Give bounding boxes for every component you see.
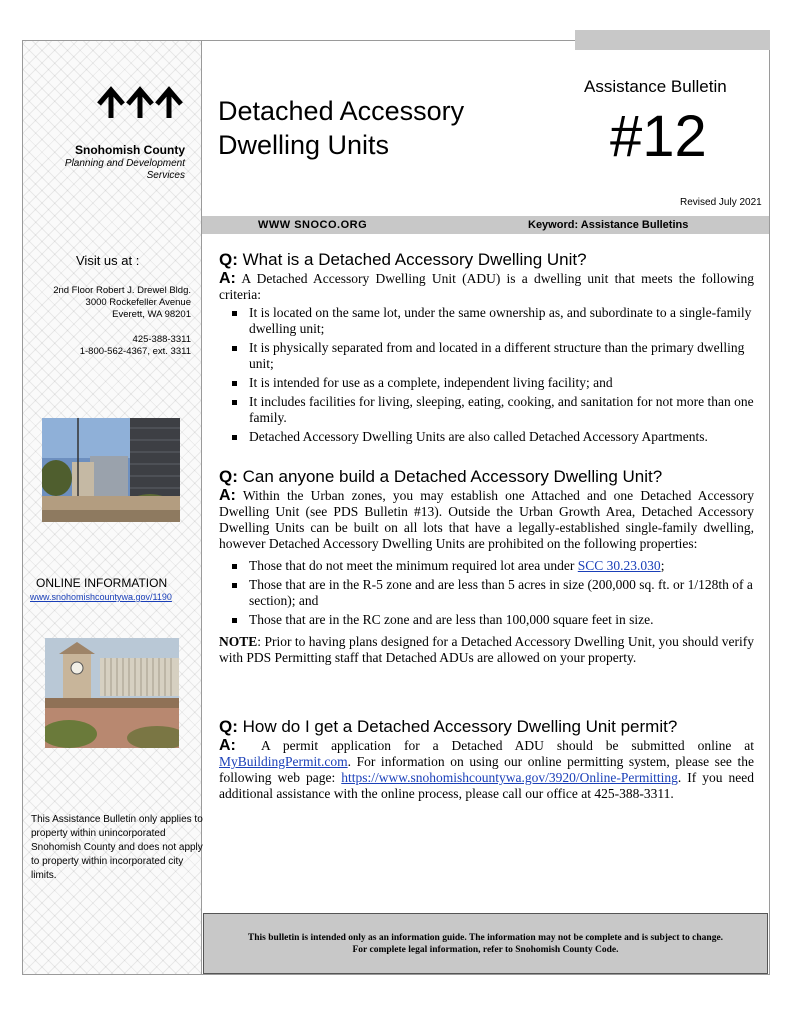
list-item: It is physically separated from and located in a different structure than the primary dwelling unit; — [249, 340, 754, 372]
county-logo-icon — [95, 82, 189, 122]
website-label[interactable]: WWW SNOCO.ORG — [258, 219, 368, 231]
answer-text — [219, 738, 754, 802]
question-heading — [219, 249, 754, 271]
page-title-line: Detached Accessory — [218, 96, 465, 126]
question-heading — [219, 466, 754, 488]
q-prefix: Q: — [219, 250, 238, 269]
footer-disclaimer — [203, 913, 768, 974]
address-line: Everett, WA 98201 — [112, 309, 191, 320]
q-prefix: Q: — [219, 467, 238, 486]
list-item-text: ; — [660, 558, 665, 573]
section-what-is-adu — [219, 249, 754, 448]
list-item: Those that are in the R-5 zone and are less than 5 acres in size (200,000 sq. ft. or 1/128th of a section); and — [249, 577, 753, 608]
org-name: Snohomish County — [75, 143, 185, 157]
phone-line: 425-388-3311 — [132, 334, 191, 345]
page-title-line: Dwelling Units — [218, 130, 390, 160]
note-text — [219, 634, 754, 666]
answer-text — [219, 488, 754, 552]
sidebar-disclaimer: This Assistance Bulletin only applies to property within unincorporated Snohomish County and does not apply to property within incorporated city limits. — [31, 814, 203, 881]
question-text: Can anyone build a Detached Accessory Dwelling Unit? — [242, 467, 663, 486]
list-item: It includes facilities for living, sleeping, eating, cooking, and sanitation for not more than one family. — [249, 394, 754, 425]
footer-line: This bulletin is intended only as an information guide. The information may not be complete and is subject to change. — [247, 932, 724, 943]
a-prefix: A: — [219, 270, 236, 287]
clock-tower-photo — [45, 638, 179, 748]
section-who-can-build — [219, 466, 754, 666]
visit-label: Visit us at : — [76, 253, 140, 268]
list-item-text: Those that do not meet the minimum required lot area under — [249, 558, 578, 573]
phone-line: 1-800-562-4367, ext. 3311 — [79, 346, 191, 357]
answer-body: . If you need additional assistance with the online process, please call our office at 425-388-3311. — [219, 770, 754, 801]
online-info-title: ONLINE INFORMATION — [36, 576, 168, 590]
criteria-list — [219, 305, 754, 445]
list-item: It is located on the same lot, under the same ownership as, and subordinate to a single-family dwelling unit; — [249, 305, 754, 337]
keyword-label: Keyword: Assistance Bulletins — [528, 219, 689, 231]
building-photo — [42, 418, 180, 522]
note-body: : Prior to having plans designed for a Detached Accessory Dwelling Unit, you should verify with PDS Permitting staff that Detached ADUs are allowed on your property. — [219, 634, 754, 665]
list-item: It is intended for use as a complete, independent living facility; and — [249, 375, 754, 391]
question-heading — [219, 716, 754, 738]
question-text: How do I get a Detached Accessory Dwelling Unit permit? — [242, 717, 678, 736]
section-get-permit — [219, 716, 754, 802]
note-label: NOTE — [219, 634, 258, 649]
list-item — [249, 558, 754, 574]
answer-body: A permit application for a Detached ADU should be submitted online at — [260, 738, 754, 753]
org-subtitle: Planning and Development Services — [64, 158, 185, 181]
answer-body: A Detached Accessory Dwelling Unit (ADU) is a dwelling unit that meets the following criteria: — [219, 271, 754, 302]
address-line: 3000 Rockefeller Avenue — [85, 297, 191, 308]
online-info-link[interactable]: www.snohomishcountywa.gov/1190 — [30, 592, 172, 602]
a-prefix: A: — [219, 487, 236, 504]
revised-date: Revised July 2021 — [680, 197, 762, 208]
prohibited-list — [219, 558, 754, 628]
list-item: Detached Accessory Dwelling Units are also called Detached Accessory Apartments. — [249, 429, 754, 445]
address-line: 2nd Floor Robert J. Drewel Bldg. — [53, 285, 191, 296]
a-prefix: A: — [219, 737, 236, 754]
page-title — [218, 94, 464, 162]
bulletin-label: Assistance Bulletin — [584, 77, 727, 96]
online-permitting-link[interactable]: https://www.snohomishcountywa.gov/3920/Online-Permitting — [341, 770, 678, 785]
answer-text — [219, 271, 754, 303]
header-accent-bar — [575, 30, 770, 50]
scc-link[interactable]: SCC 30.23.030 — [577, 558, 661, 573]
question-text: What is a Detached Accessory Dwelling Unit? — [242, 250, 587, 269]
mybuildingpermit-link[interactable]: MyBuildingPermit.com — [219, 754, 348, 769]
footer-line: For complete legal information, refer to Snohomish County Code. — [352, 944, 619, 955]
list-item: Those that are in the RC zone and are less than 100,000 square feet in size. — [249, 612, 754, 628]
q-prefix: Q: — [219, 717, 238, 736]
answer-body: Within the Urban zones, you may establish one Attached and one Detached Accessory Dwelling Unit (see PDS Bulletin #13). Outside the Urban Growth Area, Detached Accessory Dwelling Units can be built on all lots that have a legally-established single-family dwelling, however Detached Accessory Dwelling Units are prohibited on the following properties: — [219, 488, 754, 551]
answer-body: . For information on using our online permitting system, please see the following web page: — [219, 754, 754, 785]
bulletin-number: #12 — [610, 104, 707, 169]
